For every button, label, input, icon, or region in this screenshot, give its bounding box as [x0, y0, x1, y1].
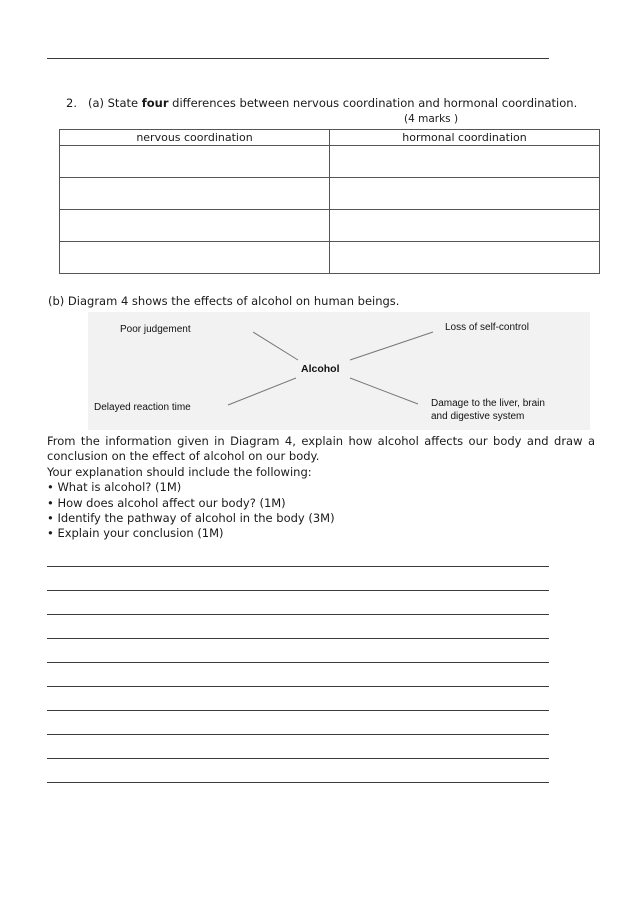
bullet-item: • Explain your conclusion (1M) [47, 526, 224, 541]
answer-cell[interactable] [60, 210, 330, 242]
effect-organ-damage-line2: and digestive system [431, 411, 525, 422]
answer-line[interactable] [47, 590, 549, 591]
answer-cell[interactable] [330, 210, 600, 242]
answer-cell[interactable] [60, 146, 330, 178]
connector-bottom-left [228, 378, 296, 405]
effect-poor-judgement: Poor judgement [120, 324, 191, 335]
top-rule [47, 58, 549, 59]
answer-line[interactable] [47, 662, 549, 663]
bullet-item: • Identify the pathway of alcohol in the body (3M) [47, 511, 335, 526]
effect-organ-damage-line1: Damage to the liver, brain [431, 398, 545, 409]
connector-bottom-right [350, 378, 418, 404]
answer-cell[interactable] [330, 146, 600, 178]
header-nervous: nervous coordination [60, 130, 330, 146]
part-b-intro: (b) Diagram 4 shows the effects of alcohol on human beings. [48, 294, 400, 308]
table-row [60, 178, 600, 210]
answer-line[interactable] [47, 614, 549, 615]
answer-line[interactable] [47, 734, 549, 735]
table-row [60, 146, 600, 178]
instructions [47, 434, 595, 542]
marks-label: (4 marks ) [404, 113, 459, 125]
bullet-item: • What is alcohol? (1M) [47, 480, 182, 495]
effect-delayed-reaction: Delayed reaction time [94, 402, 191, 413]
header-hormonal: hormonal coordination [330, 130, 600, 146]
part-a-suffix: differences between nervous coordination and hormonal coordination. [172, 96, 578, 110]
diagram-center-label: Alcohol [301, 363, 340, 375]
answer-cell[interactable] [330, 178, 600, 210]
answer-cell[interactable] [60, 242, 330, 274]
question-number: 2. [66, 96, 77, 110]
answer-cell[interactable] [60, 178, 330, 210]
answer-line[interactable] [47, 638, 549, 639]
answer-line[interactable] [47, 782, 549, 783]
part-a-prefix: (a) State [87, 96, 139, 110]
comparison-table [59, 129, 600, 274]
answer-line[interactable] [47, 758, 549, 759]
answer-cell[interactable] [330, 242, 600, 274]
answer-line[interactable] [47, 566, 549, 567]
instruction-line: From the information given in Diagram 4, explain how alcohol affects our body and draw a [47, 434, 595, 448]
bullet-item: • How does alcohol affect our body? (1M) [47, 495, 286, 510]
answer-line[interactable] [47, 710, 549, 711]
part-a-emphasis: four [141, 96, 169, 110]
connector-top-left [253, 332, 298, 360]
instruction-line: Your explanation should include the following: [47, 464, 312, 479]
question-2a [66, 96, 577, 110]
connector-top-right [350, 332, 433, 360]
table-header-row [60, 130, 600, 146]
table-row [60, 242, 600, 274]
effect-loss-of-self-control: Loss of self-control [445, 322, 529, 333]
alcohol-diagram [88, 312, 590, 430]
instruction-line: conclusion on the effect of alcohol on our body. [47, 449, 320, 464]
answer-line[interactable] [47, 686, 549, 687]
table-row [60, 210, 600, 242]
